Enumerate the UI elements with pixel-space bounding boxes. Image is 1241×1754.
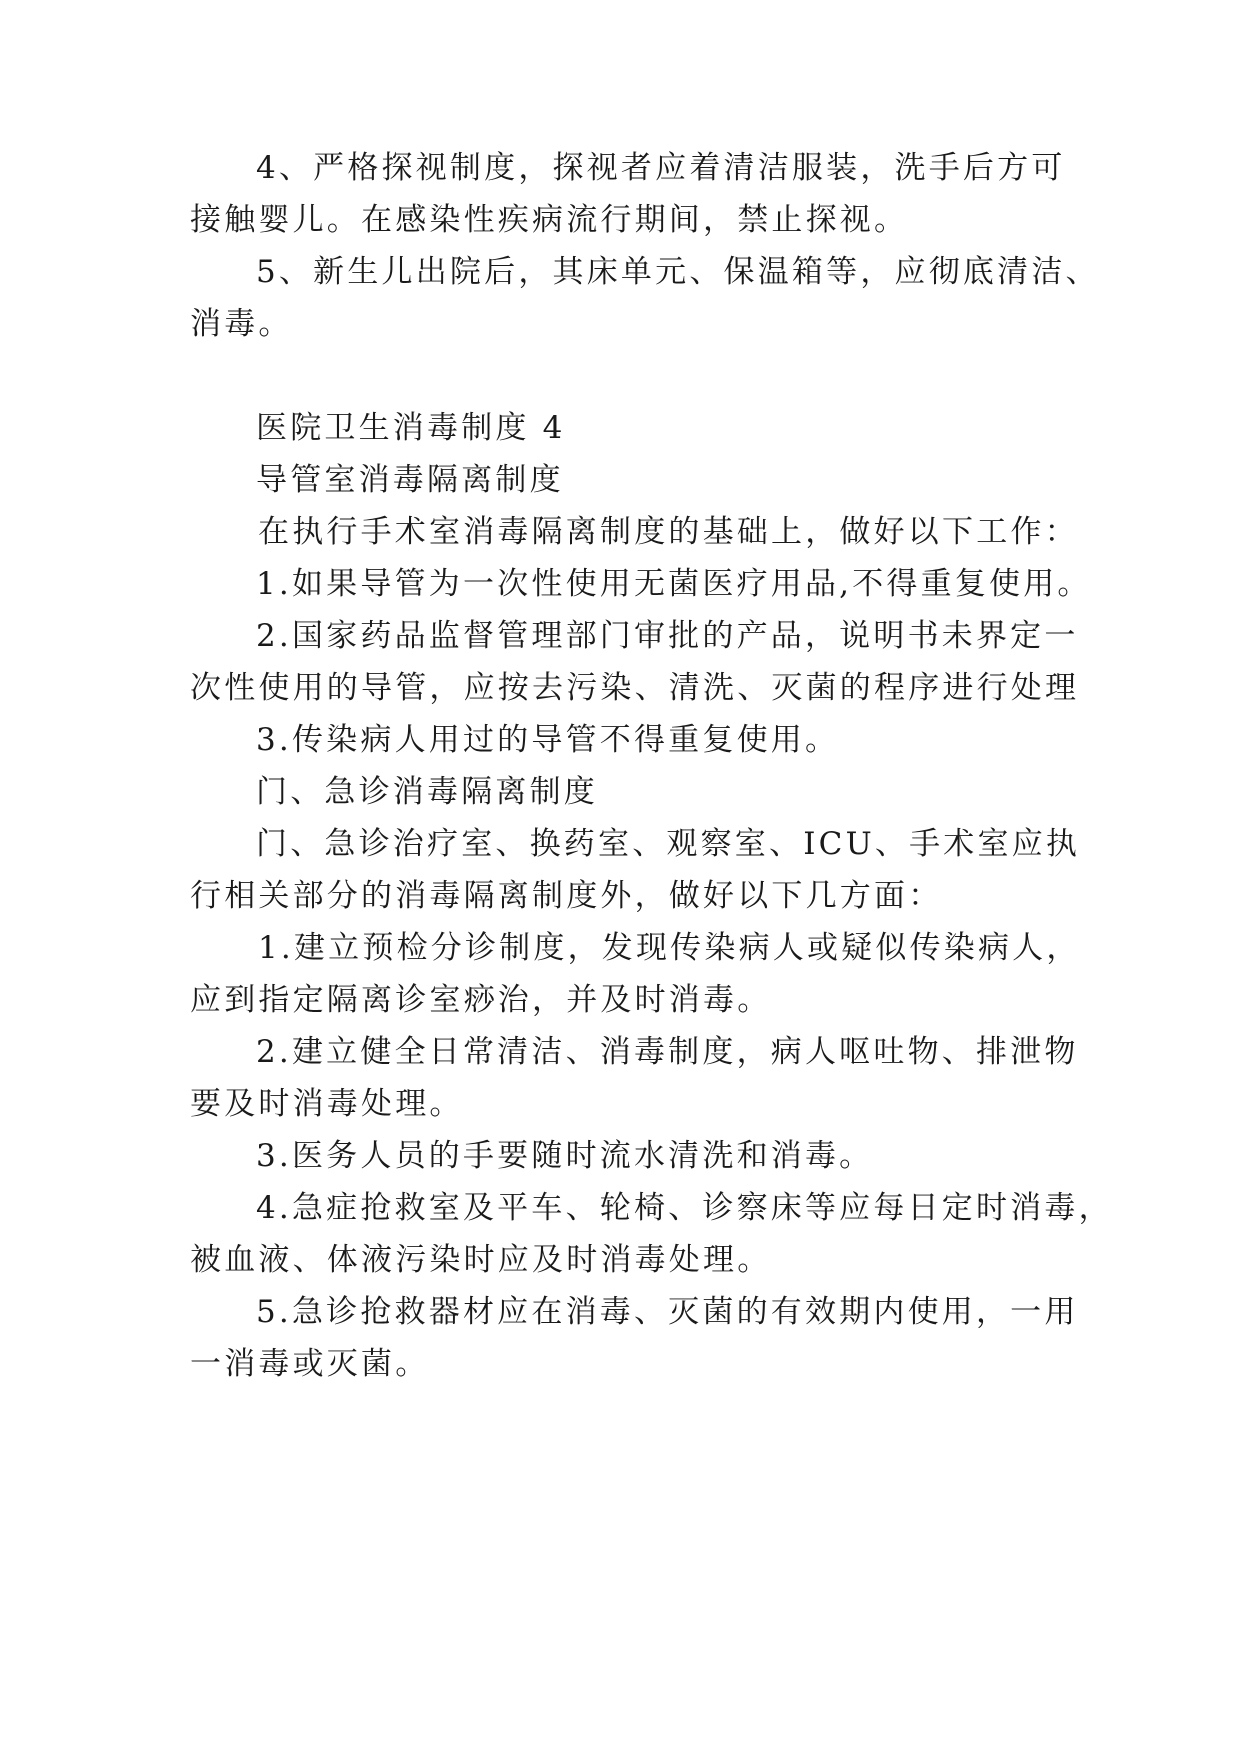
text-line: 被血液、体液污染时应及时消毒处理。 <box>190 1242 772 1278</box>
text-line: 接触婴儿。在感染性疾病流行期间，禁止探视。 <box>190 202 909 238</box>
text-line: 消毒。 <box>190 306 293 342</box>
text-line: 要及时消毒处理。 <box>190 1086 464 1122</box>
text-line: 一消毒或灭菌。 <box>190 1346 430 1382</box>
text-line: 3.医务人员的手要随时流水清洗和消毒。 <box>256 1138 874 1174</box>
text-line: 在执行手术室消毒隔离制度的基础上，做好以下工作： <box>258 514 1079 550</box>
text-line: 行相关部分的消毒隔离制度外，做好以下几方面： <box>190 878 943 914</box>
text-line: 3.传染病人用过的导管不得重复使用。 <box>256 722 840 758</box>
text-line: 2.建立健全日常清洁、消毒制度，病人呕吐物、排泄物 <box>256 1034 1079 1070</box>
text-line: 2.国家药品监督管理部门审批的产品，说明书未界定一 <box>256 618 1079 654</box>
text-line: 次性使用的导管，应按去污染、清洗、灭菌的程序进行处理 <box>190 670 1080 706</box>
text-line: 门、急诊治疗室、换药室、观察室、ICU、手术室应执 <box>256 826 1081 862</box>
text-line: 5.急诊抢救器材应在消毒、灭菌的有效期内使用，一用 <box>256 1294 1079 1330</box>
text-line: 1.如果导管为一次性使用无菌医疗用品,不得重复使用。 <box>256 566 1092 602</box>
text-line: 5、新生儿出院后，其床单元、保温箱等，应彻底清洁、 <box>256 254 1100 290</box>
text-line: 4.急症抢救室及平车、轮椅、诊察床等应每日定时消毒， <box>256 1190 1113 1226</box>
subsection-heading: 门、急诊消毒隔离制度 <box>256 774 598 810</box>
text-line: 1.建立预检分诊制度，发现传染病人或疑似传染病人， <box>258 930 1081 966</box>
text-line: 应到指定隔离诊室痧治，并及时消毒。 <box>190 982 772 1018</box>
subsection-heading: 导管室消毒隔离制度 <box>256 462 564 498</box>
text-line: 4、严格探视制度，探视者应着清洁服装，洗手后方可 <box>256 150 1066 186</box>
section-heading: 医院卫生消毒制度 4 <box>256 410 566 446</box>
